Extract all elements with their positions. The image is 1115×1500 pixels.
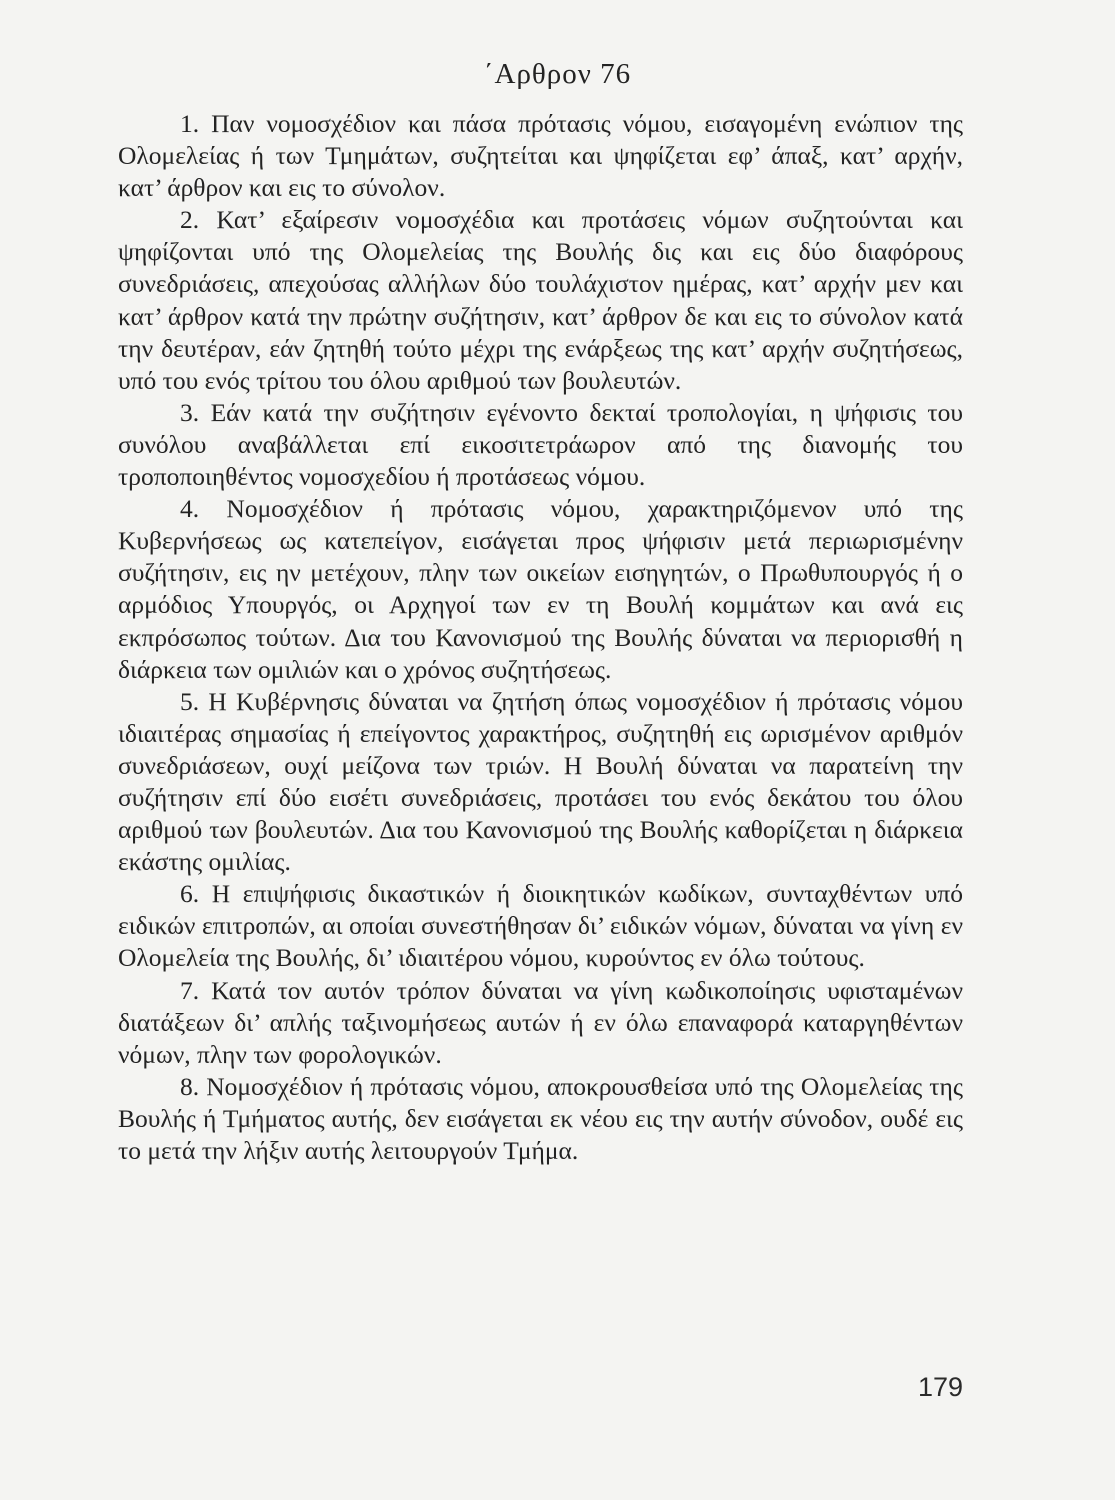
paragraph-4: 4. Νομοσχέδιον ή πρότασις νόμου, χαρακτηριζόμενον υπό της Κυβερνήσεως ως κατεπείγον, εισάγεται προς ψήφισιν μετά περιωρισμένην συζήτησιν, εις ην μετέχουν, πλην των οικείων εισηγητών, ο Πρωθυπουργός ή ο αρμόδιος Υπουργός, οι Αρχηγοί των εν τη Βουλή κομμάτων και ανά εις εκπρόσωπος τούτων. Δια του Κανονισμού της Βουλής δύναται να περιορισθή η διάρκεια των ομιλιών και ο χρόνος συζητήσεως. bbox=[118, 494, 963, 684]
paragraph-1: 1. Παν νομοσχέδιον και πάσα πρότασις νόμου, εισαγομένη ενώπιον της Ολομελείας ή των Τμημάτων, συζητείται και ψηφίζεται εφ’ άπαξ, κατ’ αρχήν, κατ’ άρθρον και εις το σύνολον. bbox=[118, 109, 963, 203]
article-body bbox=[118, 108, 963, 1167]
paragraph-5: 5. Η Κυβέρνησις δύναται να ζητήση όπως νομοσχέδιον ή πρότασις νόμου ιδιαιτέρας σημασίας ή επείγοντος χαρακτήρος, συζητηθή εις ωρισμένον αριθμόν συνεδριάσεων, ουχί μείζονα των τριών. Η Βουλή δύναται να παρατείνη την συζήτησιν επί δύο εισέτι συνεδριάσεις, προτάσει του ενός δεκάτου του όλου αριθμού των βουλευτών. Δια του Κανονισμού της Βουλής καθορίζεται η διάρκεια εκάστης ομιλίας. bbox=[118, 686, 963, 877]
page-number: 179 bbox=[917, 1372, 963, 1402]
paragraph-7: 7. Κατά τον αυτόν τρόπον δύναται να γίνη κωδικοποίησις υφισταμένων διατάξεων δι’ απλής ταξινομήσεως αυτών ή εν όλω επαναφορά καταργηθέντων νόμων, πλην των φορολογικών. bbox=[118, 975, 963, 1069]
paragraph-6: 6. Η επιψήφισις δικαστικών ή διοικητικών κωδίκων, συνταχθέντων υπό ειδικών επιτροπών, αι οποίαι συνεστήθησαν δι’ ειδικών νόμων, δύναται να γίνη εν Ολομελεία της Βουλής, δι’ ιδιαιτέρου νόμου, κυρούντος εν όλω τούτους. bbox=[118, 879, 963, 973]
paragraph-2: 2. Κατ’ εξαίρεσιν νομοσχέδια και προτάσεις νόμων συζητούνται και ψηφίζονται υπό της Ολομελείας της Βουλής δις και εις δύο διαφόρους συνεδριάσεις, απεχούσας αλλήλων δύο τουλάχιστον ημέρας, κατ’ αρχήν μεν και κατ’ άρθρον κατά την πρώτην συζήτησιν, κατ’ άρθρον δε και εις το σύνολον κατά την δευτέραν, εάν ζητηθή τούτο μέχρι της ενάρξεως της κατ’ αρχήν συζητήσεως, υπό του ενός τρίτου του όλου αριθμού των βουλευτών. bbox=[118, 205, 963, 395]
paragraph-3: 3. Εάν κατά την συζήτησιν εγένοντο δεκταί τροπολογίαι, η ψήφισις του συνόλου αναβάλλεται επί εικοσιτετράωρον από της διανομής του τροποποιηθέντος νομοσχεδίου ή προτάσεως νόμου. bbox=[118, 397, 963, 492]
paragraph-8: 8. Νομοσχέδιον ή πρότασις νόμου, αποκρουσθείσα υπό της Ολομελείας της Βουλής ή Τμήματος αυτής, δεν εισάγεται εκ νέου εις την αυτήν σύνοδον, ουδέ εις το μετά την λήξιν αυτής λειτουργούν Τμήμα. bbox=[118, 1071, 963, 1165]
article-title: ΄Αρθρον 76 bbox=[483, 58, 632, 90]
